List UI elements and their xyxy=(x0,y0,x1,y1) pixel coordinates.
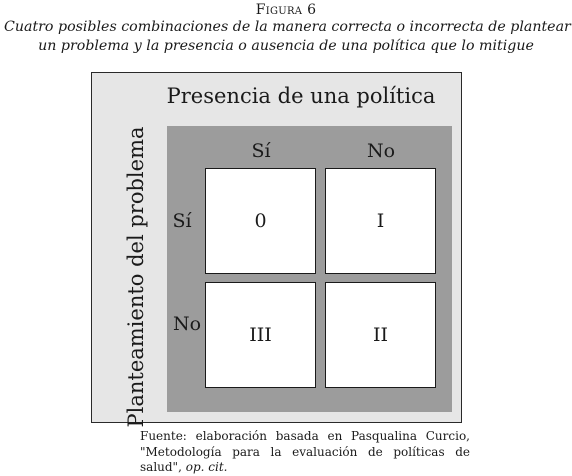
matrix-cell-si-si xyxy=(205,168,316,274)
cell-value: III xyxy=(249,324,272,346)
cell-value: 0 xyxy=(254,210,267,232)
row-header-no: No xyxy=(172,313,202,335)
figure-label: Figura 6 xyxy=(255,2,317,18)
column-axis-title: Presencia de una política xyxy=(166,84,436,108)
source-citation: op. cit. xyxy=(185,460,228,474)
row-axis-title: Planteamiento del problema xyxy=(124,126,148,428)
source-note xyxy=(140,429,470,476)
row-header-si: Sí xyxy=(172,210,192,232)
source-text: Fuente: elaboración basada en Pasqualina Curcio, "Metodología para la evaluación de políticas de salud", xyxy=(140,429,470,474)
matrix-cell-si-no xyxy=(325,168,436,274)
column-header-no: No xyxy=(366,140,396,162)
caption-line-1: Cuatro posibles combinaciones de la manera correcta o incorrecta de plantear xyxy=(4,19,571,35)
matrix-cell-no-si xyxy=(205,282,316,388)
cell-value: I xyxy=(376,210,385,232)
matrix-cell-no-no xyxy=(325,282,436,388)
column-header-si: Sí xyxy=(251,140,271,162)
cell-value: II xyxy=(372,324,388,346)
caption-line-2: un problema y la presencia o ausencia de una política que lo mitigue xyxy=(38,37,534,54)
figure-caption xyxy=(4,18,571,55)
